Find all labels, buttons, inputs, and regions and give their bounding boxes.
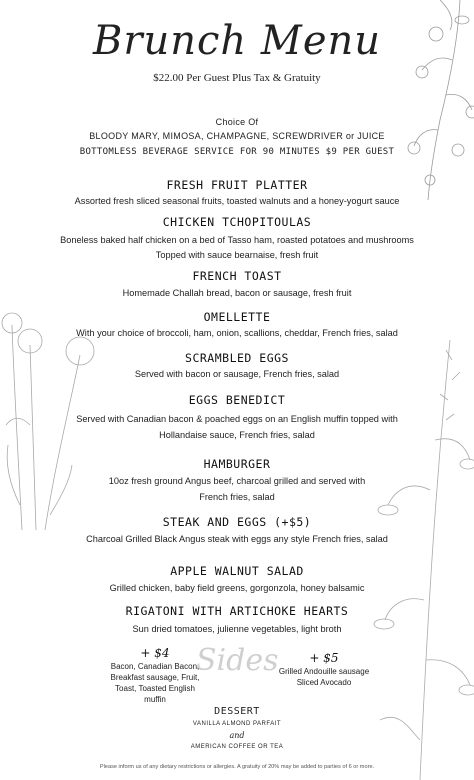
item-name: RIGATONI WITH ARTICHOKE HEARTS: [125, 604, 349, 618]
item-name: STEAK AND EGGS (+$5): [162, 515, 312, 529]
sides-left-line: Toast, Toasted English: [115, 684, 195, 693]
sides-left-line: Bacon, Canadian Bacon,: [110, 662, 200, 671]
beverage-options: BLOODY MARY, MIMOSA, CHAMPAGNE, SCREWDRIVER or JUICE: [89, 131, 385, 141]
item-description: Assorted fresh sliced seasonal fruits, toasted walnuts and a honey-yogurt sauce: [74, 196, 400, 206]
item-description: Hollandaise sauce, French fries, salad: [159, 430, 315, 440]
price-subtitle: $22.00 Per Guest Plus Tax & Gratuity: [153, 72, 321, 84]
item-name: OMELLETTE: [203, 310, 271, 324]
sides-left-line: muffin: [144, 695, 166, 704]
sides-label: Sides: [196, 643, 279, 678]
sides-right-line: Sliced Avocado: [296, 678, 352, 687]
sides-right-price: + $5: [309, 651, 339, 665]
dessert-item: VANILLA ALMOND PARFAIT: [192, 721, 282, 727]
sides-left-column: [100, 645, 210, 705]
footer-note: Please inform us of any dietary restrictions or allergies. A gratuity of 20% may be added to parties of 6 or more.: [99, 764, 375, 770]
item-description: Topped with sauce bearnaise, fresh fruit: [155, 250, 319, 260]
item-description: 10oz fresh ground Angus beef, charcoal grilled and served with: [108, 476, 366, 486]
item-name: FRESH FRUIT PLATTER: [166, 178, 308, 192]
beverage-intro: Choice Of: [215, 117, 259, 127]
page-title: Brunch Menu: [92, 18, 382, 64]
item-description: Served with Canadian bacon & poached eggs on an English muffin topped with: [76, 414, 398, 424]
item-description: French fries, salad: [199, 492, 275, 502]
dessert-heading: DESSERT: [214, 706, 260, 717]
item-description: Sun dried tomatoes, julienne vegetables, light broth: [132, 624, 342, 634]
sides-left-price: + $4: [140, 646, 170, 660]
item-description: Grilled chicken, baby field greens, gorgonzola, honey balsamic: [109, 583, 365, 593]
item-name: APPLE WALNUT SALAD: [170, 564, 304, 578]
item-description: Homemade Challah bread, bacon or sausage, fresh fruit: [122, 288, 352, 298]
item-name: FRENCH TOAST: [192, 269, 282, 283]
item-description: Charcoal Grilled Black Angus steak with eggs any style French fries, salad: [86, 534, 388, 544]
item-name: EGGS BENEDICT: [188, 393, 286, 407]
item-name: CHICKEN TCHOPITOULAS: [162, 215, 312, 229]
bottomless-beverage-note: BOTTOMLESS BEVERAGE SERVICE FOR 90 MINUTES $9 PER GUEST: [79, 147, 395, 157]
item-name: SCRAMBLED EGGS: [185, 351, 289, 365]
item-name: HAMBURGER: [203, 457, 271, 471]
sides-right-column: [268, 650, 380, 688]
item-description: Served with bacon or sausage, French fries, salad: [134, 369, 340, 379]
dessert-and: and: [229, 731, 245, 740]
item-description: With your choice of broccoli, ham, onion, scallions, cheddar, French fries, salad: [76, 328, 398, 338]
item-description: Boneless baked half chicken on a bed of Tasso ham, roasted potatoes and mushrooms: [60, 235, 414, 245]
dessert-item: AMERICAN COFFEE OR TEA: [190, 744, 284, 750]
sides-left-line: Breakfast sausage, Fruit,: [110, 673, 200, 682]
sides-right-line: Grilled Andouille sausage: [278, 667, 370, 676]
